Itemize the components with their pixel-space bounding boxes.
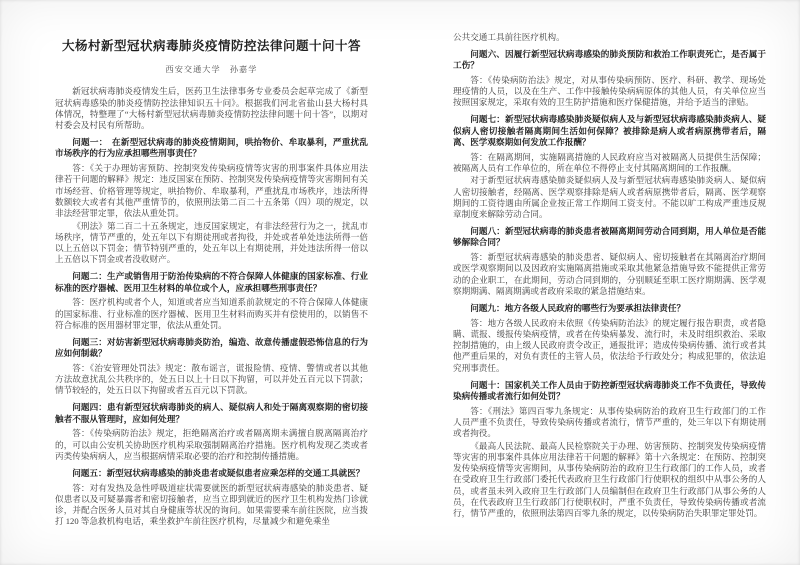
page-left-content bbox=[55, 38, 368, 529]
question-heading: 问题三：对妨害新型冠状病毒肺炎防治，编造、故意传播虚假恐怖信息的行为应如何制裁？ bbox=[55, 336, 368, 359]
left-qa-sections bbox=[55, 137, 368, 528]
answer-paragraph: 答：医疗机构或者个人，知道或者应当知道系前款规定的不符合保障人体健康的国家标准、行业标准的医疗器械、医用卫生材料而购买并有偿使用的，以销售不符合标准的医用器材罪定罪，依法从重处罚。 bbox=[55, 297, 368, 330]
question-heading: 问题八：新型冠状病毒的肺炎患者被隔离期间劳动合同到期，用人单位是否能够解除合同？ bbox=[453, 225, 766, 248]
question-heading: 问题九：地方各级人民政府的哪些行为要承担法律责任？ bbox=[470, 302, 686, 313]
answer-paragraph: 答：地方各级人民政府未依照《传染病防治法》的规定履行报告职责，或者隐瞒、谎报、缓报传染病疫情，或者在传染病暴发、流行时，未及时组织救治、采取控制措施的，由上级人民政府责令改正，通报批评；造成传染病传播、流行或者其他严重后果的，对负有责任的主管人员，依法给予行政处分；构成犯罪的，依法追究刑事责任。 bbox=[453, 317, 766, 373]
answer-paragraph: 答：新型冠状病毒感染的肺炎患者、疑似病人、密切接触者在其隔离治疗期间或医学观察期间以及因政府实施隔离措施或采取其他紧急措施导致不能提供正常劳动的企业职工，在此期间，劳动合同到期的，分别顺延至职工医疗期期满、医学观察期期满、隔离期满或者政府采取的紧急措施结束。 bbox=[453, 252, 766, 296]
question-heading: 问题一： 在新型冠状病毒的肺炎疫情期间，哄抬物价、牟取暴利，严重扰乱市场秩序的行为应承担哪些刑事责任？ bbox=[55, 136, 368, 159]
question-heading: 问题十：国家机关工作人员由于防控新型冠状病毒肺炎工作不负责任，导致传染病传播或者流行如何处罚？ bbox=[453, 379, 766, 401]
question-heading: 问题四：患有新型冠状病毒肺炎的病人、疑似病人和处于隔离观察期的密切接触者不服从管理时，应如何处理？ bbox=[55, 402, 368, 424]
question-heading: 问题七：新型冠状病毒感染肺炎疑似病人及与新型冠状病毒感染肺炎病人、疑似病人密切接触者隔离期间生活如何保障？被排除是病人或者病原携带者后，隔离、医学观察期如何发放工作报酬？ bbox=[453, 114, 766, 147]
document-author: 西安交通大学 孙嘉学 bbox=[165, 65, 258, 74]
answer-paragraph: 答：对有发热及急性呼吸道症状需要就医的新型冠状病毒感染的肺炎患者、疑似患者以及可疑暴露者和密切接触者，应当立即到就近的医疗卫生机构发热门诊就诊，并配合医务人员对其自身健康等状况的询问。如果需要乘车前往医院，应当拨打 120 等急救机构电话，乘坐救护车前往医疗机构，尽量减少和避免乘坐 bbox=[55, 482, 368, 527]
question-heading: 问题六、因履行新型冠状病毒感染的肺炎预防和救治工作职责死亡，是否属于工伤？ bbox=[453, 48, 766, 71]
document-title: 大杨村新型冠状病毒肺炎疫情防控法律问题十问十答 bbox=[61, 39, 361, 53]
answer-paragraph: 《最高人民法院、最高人民检察院关于办理、妨害预防、控制突发传染病疫情等灾害的刑事案件具体应用法律若干问题的解释》第十六条规定：在预防、控制突发传染病疫情等灾害期间，从事传染病防治的政府卫生行政部门的工作人员，或者在受政府卫生行政部门委托代表政府卫生行政部门行使职权的组织中从事公务的人员，或者虽未列入政府卫生行政部门人员编制但在政府卫生行政部门从事公务的人员，在代表政府卫生行政部门行使职权时，严重不负责任，导致传染病传播或者流行，情节严重的，依照刑法第四百零九条的规定，以传染病防治失职罪定罪处罚。 bbox=[453, 440, 766, 519]
answer-paragraph: 对于新型冠状病毒感染肺炎疑似病人及与新型冠状病毒感染肺炎病人、疑似病人密切接触者，经隔离、医学观察排除是病人或者病原携带者后，隔离、医学观察期间的工资待遇由所属企业按正常工作期间工资支付。不能以旷工构成严重违反规章制度来解除劳动合同。 bbox=[453, 175, 766, 220]
right-qa-sections bbox=[453, 49, 766, 520]
answer-paragraph: 答：《传染病防治法》规定，对从事传染病预防、医疗、科研、教学、现场处理疫情的人员，以及在生产、工作中接触传染病病原体的其他人员，有关单位应当按照国家规定，采取有效的卫生防护措施和医疗保健措施，并给予适当的津贴。 bbox=[453, 74, 766, 108]
answer-paragraph: 答：《关于办理妨害预防、控制突发传染病疫情等灾害的刑事案件具体应用法律若干问题的解释》规定：违反国家在预防、控制突发传染病疫情等灾害期间有关市场经营、价格管理等规定，哄抬物价、牟取暴利，严重扰乱市场秩序，违法所得数额较大或者有其他严重情节的，依照刑法第二百二十五条第（四）项的规定，以非法经营罪定罪，依法从重处罚。 bbox=[55, 163, 368, 219]
question-heading: 问题二：生产或销售用于防治传染病的不符合保障人体健康的国家标准、行业标准的医疗器械、医用卫生材料的单位或个人，应承担哪些刑事责任？ bbox=[55, 271, 368, 293]
answer-paragraph: 答：《刑法》第四百零九条规定：从事传染病防治的政府卫生行政部门的工作人员严重不负责任，导致传染病传播或者流行，情节严重的，处三年以下有期徒刑或者拘役。 bbox=[453, 405, 766, 439]
answer-paragraph: 《刑法》第二百二十五条规定，违反国家规定，有非法经营行为之一，扰乱市场秩序，情节严重的，处五年以下有期徒刑或者拘役，并处或者单处违法所得一倍以上五倍以下罚金；情节特别严重的，处五年以上有期徒刑，并处违法所得一倍以上五倍以下罚金或者没收财产。 bbox=[55, 220, 368, 265]
question-heading: 问题五：新型冠状病毒感染的肺炎患者或疑似患者应乘怎样的交通工具就医？ bbox=[72, 467, 365, 478]
intro-paragraph: 新冠状病毒肺炎疫情发生后，医药卫生法律事务专业委员会起草完成了《新型冠状病毒感染的肺炎疫情防控法律知识五十问》。根据我们河北省盐山县大杨村具体情况，特整理了“大杨村新型冠状病毒肺炎疫情防控法律问题十问十答”，以期对村委会及村民有所帮助。 bbox=[55, 86, 368, 131]
answer-paragraph: 答：《治安管理处罚法》规定：散布谣言，谎报险情、疫情、警情或者以其他方法故意扰乱公共秩序的，处五日以上十日以下拘留，可以并处五百元以下罚款；情节较轻的，处五日以下拘留或者五百元以下罚款。 bbox=[55, 362, 368, 396]
answer-paragraph: 答：《传染病防治法》规定，拒绝隔离治疗或者隔离期未满擅自脱离隔离治疗的，可以由公安机关协助医疗机构采取强制隔离治疗措施。医疗机构发现乙类或者丙类传染病病人，应当根据病情采取必要的治疗和控制传播措施。 bbox=[55, 428, 368, 461]
continuation-paragraph: 公共交通工具前往医疗机构。 bbox=[453, 32, 565, 42]
page-right-content bbox=[453, 32, 766, 521]
answer-paragraph: 答：在隔离期间，实施隔离措施的人民政府应当对被隔离人员提供生活保障；被隔离人员有工作单位的，所在单位不得停止支付其隔离期间的工作报酬。 bbox=[453, 151, 766, 173]
